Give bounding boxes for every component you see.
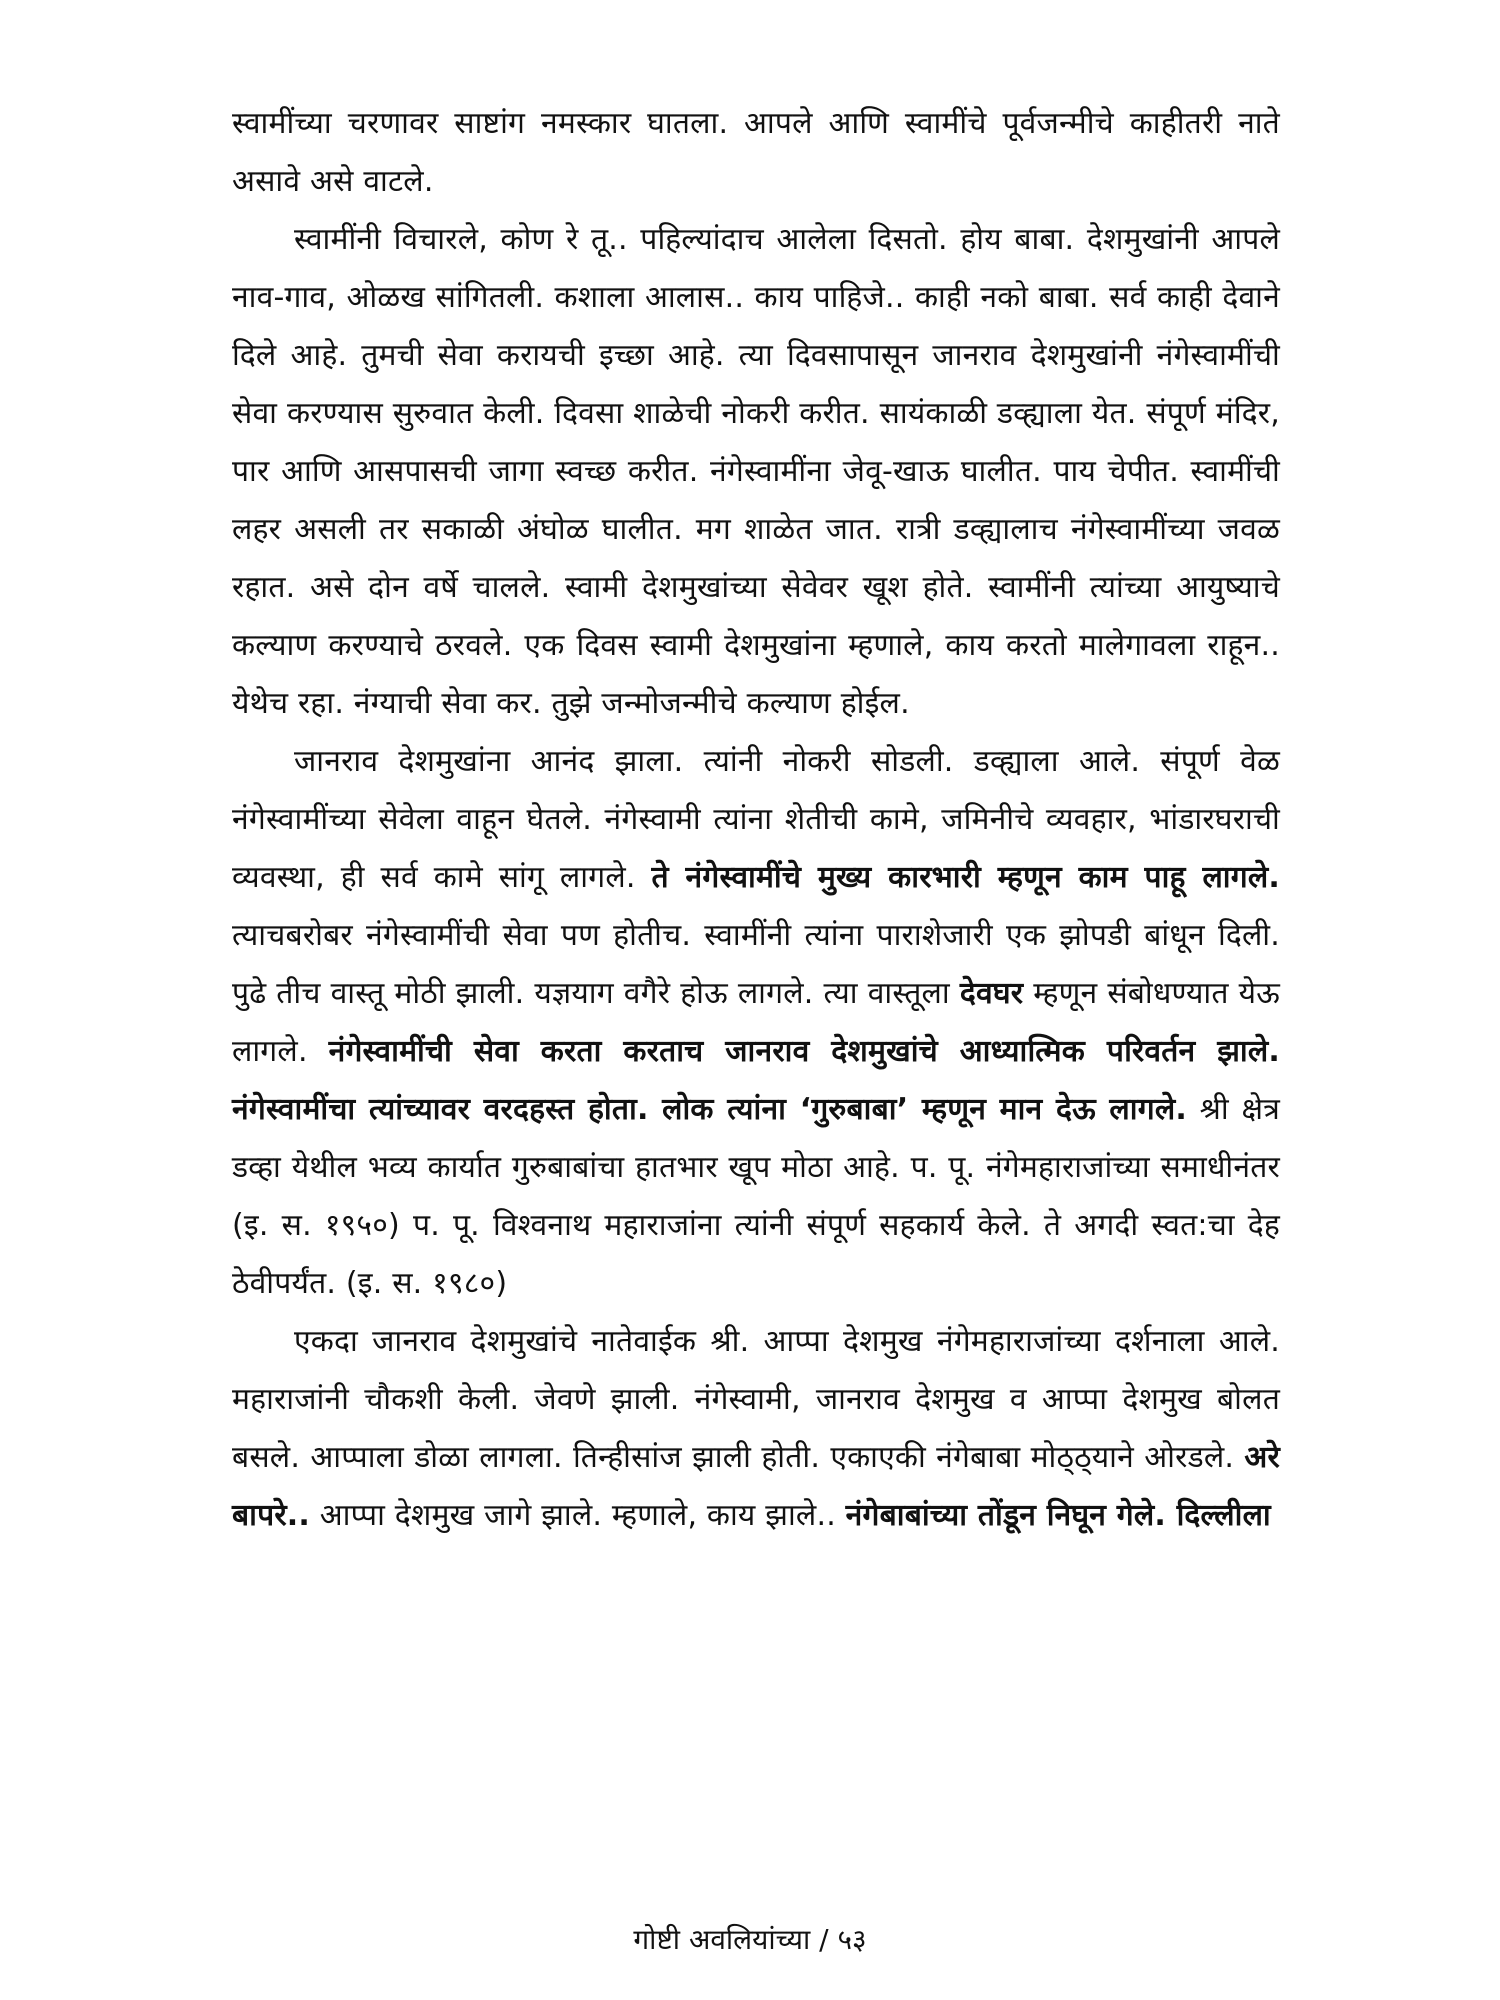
paragraph-text: जानराव देशमुखांना आनंद झाला. त्यांनी नोकरी सोडली. डव्ह्याला आले. संपूर्ण वेळ नंगेस्वामींच्या सेवेला वाहून घेतले. नंगेस्वामी त्यांना शेतीची कामे, जमिनीचे व्यवहार, भांडारघराची व्यवस्था, ही सर्व कामे सांगू लागले.	[232, 744, 1280, 895]
paragraph-text: स्वामींनी विचारले, कोण रे तू.. पहिल्यांदाच आलेला दिसतो. होय बाबा. देशमुखांनी आपले नाव-गाव, ओळख सांगितली. कशाला आलास.. काय पाहिजे.. काही नको बाबा. सर्व काही देवाने दिले आहे. तुमची सेवा करायची इच्छा आहे. त्या दिवसापासून जानराव देशमुखांनी नंगेस्वामींची सेवा करण्यास सुरुवात केली. दिवसा शाळेची नोकरी करीत. सायंकाळी डव्ह्याला येत. संपूर्ण मंदिर, पार आणि आसपासची जागा स्वच्छ करीत. नंगेस्वामींना जेवू-खाऊ घालीत. पाय चेपीत. स्वामींची लहर असली तर सकाळी अंघोळ घालीत. मग शाळेत जात. रात्री डव्ह्यालाच नंगेस्वामींच्या जवळ रहात. असे दोन वर्षे चालले. स्वामी देशमुखांच्या सेवेवर खूश होते. स्वामींनी त्यांच्या आयुष्याचे कल्याण करण्याचे ठरवले. एक दिवस स्वामी देशमुखांना म्हणाले, काय करतो मालेगावला राहून.. येथेच रहा. नंग्याची सेवा कर. तुझे जन्मोजन्मीचे कल्याण होईल.	[232, 222, 1280, 721]
bold-phrase: अरे बापरे..	[232, 1440, 1280, 1533]
paragraph-3	[232, 733, 1280, 1313]
paragraph-text: एकदा जानराव देशमुखांचे नातेवाईक श्री. आप्पा देशमुख नंगेमहाराजांच्या दर्शनाला आले. महाराजांनी चौकशी केली. जेवणे झाली. नंगेस्वामी, जानराव देशमुख व आप्पा देशमुख बोलत बसले. आप्पाला डोळा लागला. तिन्हीसांज झाली होती. एकाएकी नंगेबाबा मोठ्ठ्याने ओरडले.	[232, 1324, 1280, 1475]
paragraph-text: स्वामींच्या चरणावर साष्टांग नमस्कार घातला. आपले आणि स्वामींचे पूर्वजन्मीचे काहीतरी नाते असावे असे वाटले.	[232, 106, 1280, 199]
bold-phrase: देवघर	[959, 976, 1024, 1011]
paragraph-4	[232, 1313, 1280, 1545]
paragraph-text: आप्पा देशमुख जागे झाले. म्हणाले, काय झाले..	[310, 1498, 846, 1533]
bold-phrase: नंगेबाबांच्या तोंडून निघून गेले. दिल्लीला	[845, 1498, 1271, 1533]
paragraph-text: म्हणून संबोधण्यात येऊ लागले.	[232, 976, 1280, 1069]
page-footer	[0, 1920, 1500, 1960]
footer-book-title-page-number: गोष्टी अवलियांच्या / ५३	[633, 1923, 867, 1956]
bold-phrase: नंगेस्वामींची सेवा करता करताच जानराव देशमुखांचे आध्यात्मिक परिवर्तन झाले. नंगेस्वामींचा त्यांच्यावर वरदहस्त होता. लोक त्यांना ‘गुरुबाबा’ म्हणून मान देऊ लागले.	[232, 1034, 1280, 1127]
paragraph-1	[232, 95, 1280, 211]
paragraph-text: श्री क्षेत्र डव्हा येथील भव्य कार्यात गुरुबाबांचा हातभार खूप मोठा आहे. प. पू. नंगेमहाराजांच्या समाधीनंतर (इ. स. १९५०) प. पू. विश्वनाथ महाराजांना त्यांनी संपूर्ण सहकार्य केले. ते अगदी स्वत:चा देह ठेवीपर्यंत. (इ. स. १९८०)	[232, 1092, 1280, 1301]
bold-phrase: ते नंगेस्वामींचे मुख्य कारभारी म्हणून काम पाहू लागले.	[651, 860, 1280, 895]
paragraph-text: त्याचबरोबर नंगेस्वामींची सेवा पण होतीच. स्वामींनी त्यांना पाराशेजारी एक झोपडी बांधून दिली. पुढे तीच वास्तू मोठी झाली. यज्ञयाग वगैरे होऊ लागले. त्या वास्तूला	[232, 918, 1280, 1011]
paragraph-2	[232, 211, 1280, 733]
body-text	[232, 95, 1280, 1545]
